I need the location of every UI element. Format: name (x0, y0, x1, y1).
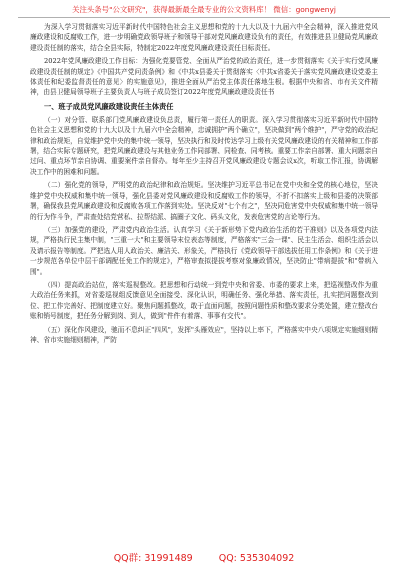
item-1: （一）对分管、联系部门党风廉政建设负总责，履行第一责任人的职责。深入学习贯彻落实习近平新时代中国特色社会主义思想和党的十九大以及十九届六中全会精神，忠诚拥护"两个确立"，坚决做到"两个维护"，严守党的政治纪律和政治规矩，自觉维护党中央的集中统一领导，坚决执行和及时传达学习上级有关党风廉政建设的有关精神和工作部署，结合实际专题研究，把党风廉政建设与其他业务工作同部署、同检查、同考核。重要工作亲自部署、重大问题亲自过问、重点环节亲自协调、重要案件亲自督办。每年至少主持召开党风廉政建设专题会议x次，听取工作汇报，协调解决工作中的困难和问题。 (30, 115, 378, 176)
goals-paragraph: 2022年党风廉政建设工作目标：为强化党要管党、全面从严治党的政治责任，进一步贯彻落实《关于实行党风廉政建设责任制的规定》《中国共产党问责条例》和《中共x县委关于贯彻落实〈中共x省委关于落实党风廉政建设党委主体责任和纪委监督责任的意见〉的实施意见》，推进全面从严治党主体责任落地生根。根据中央和省、市有关文件精神，由县卫健局领导班子主要负责人与班子成员签订2022年度党风廉政建设责任书 (30, 57, 378, 97)
watermark-banner: 关注头条号"公文研究"，获得最新最全最专业的公文资料库！ 微信：gongwenyj (18, 3, 390, 18)
intro-paragraph: 为深入学习贯彻落实习近平新时代中国特色社会主义思想和党的十九大以及十九届六中全会精神，深入推进党风廉政建设和反腐败工作，进一步明确党政领导班子和领导干部对党风廉政建设负有的责任，有效推进县卫健局党风廉政建设责任制的落实，结合全县实际，特制定2022年度党风廉政建设责任目标责任。 (30, 23, 378, 52)
qq-group-label: QQ群: 31991489 (113, 553, 193, 564)
document-body (30, 22, 378, 542)
item-3: （三）加强党的建设，严肃党内政治生活。认真学习《关于新形势下党内政治生活的若干准则》以及各项党内法规，严格执行民主集中制，"三重一大"和主要领导末位表态等制度，严格落实"三会一课"、民主生活会、组织生活会以及请示报告等制度。严把选人用人政治关、廉洁关、形象关，严格执行《党政领导干部选拔任用工作条例》和《关于进一步规范各单位中层干部调配任免工作的规定》，严格审查拟提拔考察对象廉政情况，坚决防止"带病提拔"和"带病入围"。 (30, 225, 378, 276)
item-4: （四）提高政治站位，落实巡视整改。把思想和行动统一到党中央和省委、市委的要求上来，把巡视整改作为重大政治任务来抓，对省委巡视组反馈意见全面接受、深化认识，明确任务、强化举措、落实责任，扎实把问题整改到位、把工作完善好、把制度建立好。聚焦问题抓整改，敢于直面问题，按照问题性质和整改要求分类处置，建立整改台账和销号制度，把任务分解到岗、到人，做到"件件有着落、事事有交代"。 (30, 280, 378, 321)
qq-contact-label: QQ: 535304092 (218, 553, 295, 564)
item-5: （五）深化作风建设，驰而不息纠正"四风"，发挥"头雁效应"，坚持以上率下，严格落实中央八项规定实施细则精神、省市实施细则精神，严防 (30, 325, 378, 344)
footer-contact (18, 548, 390, 570)
item-2: （二）强化党的领导，严明党的政治纪律和政治规矩。坚决维护习近平总书记在党中央和全党的核心地位，坚决维护党中央权威和集中统一领导，强化县委对党风廉政建设和反腐败工作的领导，不折不扣落实上级和县委的决策部署，确保我县党风廉政建设和反腐败各项工作落到实处。坚决反对"七个有之"，坚决同危害党中央权威和集中统一领导的行为作斗争，严肃查处结党营私、拉帮结派、搞圈子文化、码头文化，发表危害党的言论等行为。 (30, 181, 378, 221)
section-heading: 一、班子成员党风廉政建设责任主体责任 (44, 101, 174, 111)
